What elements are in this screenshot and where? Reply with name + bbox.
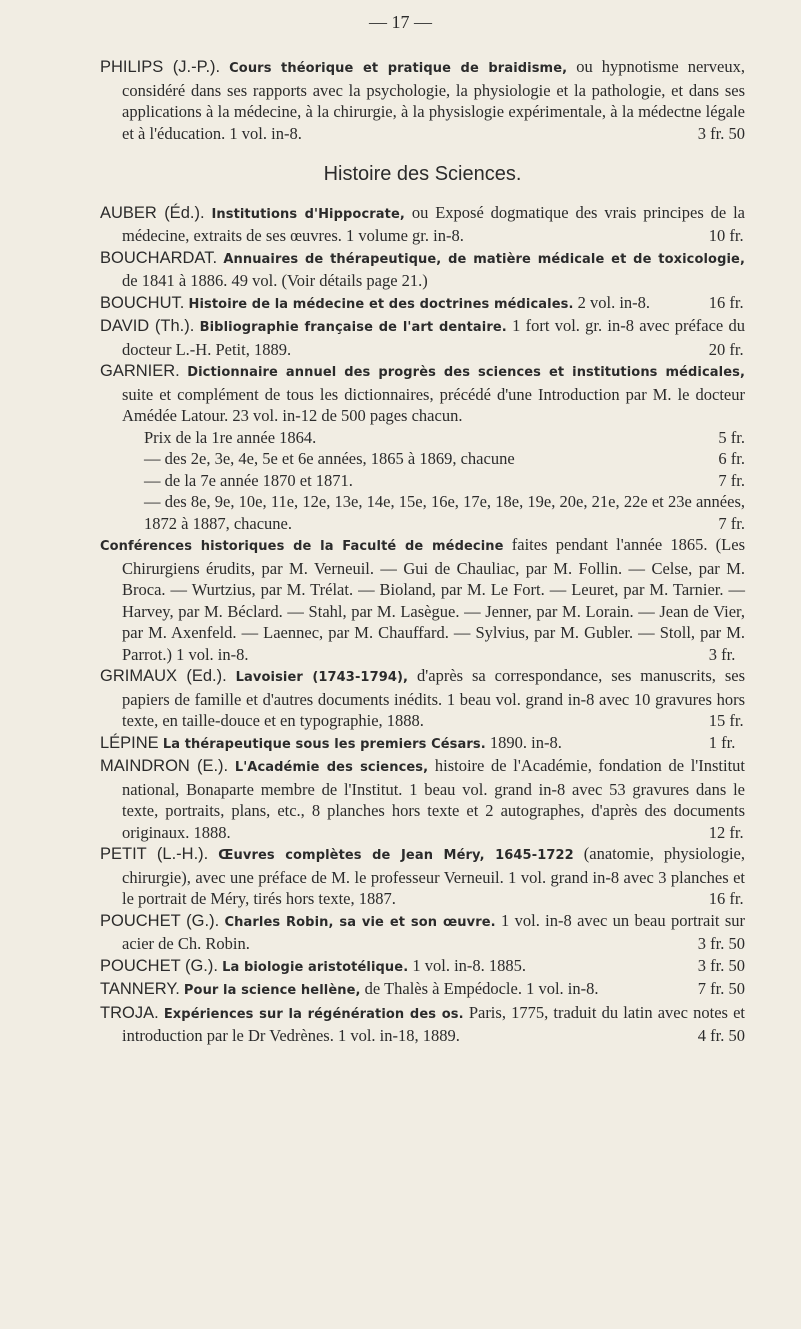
entry-text: 1 fort vol. gr. in-8 avec préface du docteur L.-H. Petit, 1889. [122, 316, 746, 359]
entry-author: BOUCHARDAT. [100, 248, 218, 267]
entry-title: Œuvres complètes de Jean Méry, 1645-1722 [218, 848, 574, 863]
price-label: — de la 7e année 1870 et 1871. [144, 470, 353, 490]
entry-title: Conférences historiques de la Faculté de médecine [100, 539, 504, 554]
entry-garnier [100, 360, 745, 427]
entry-title: Charles Robin, sa vie et son œuvre. [224, 914, 496, 930]
entry-david [100, 315, 745, 360]
price-value: 6 fr. [718, 449, 745, 468]
price-value: 7 fr. [718, 470, 745, 490]
entry-maindron [100, 755, 745, 843]
section-title: Histoire des Sciences. [323, 163, 522, 185]
entry-title: Annuaires de thérapeutique, de matière médicale et de toxicologie, [223, 251, 746, 267]
entry-petit [100, 843, 745, 910]
entry-philips [100, 56, 745, 144]
entry-author: POUCHET (G.). [100, 911, 220, 930]
entry-text: 1 vol. in-8. 1885. [412, 955, 527, 975]
entry-price: 3 fr. 50 [697, 934, 745, 953]
entry-price: 4 fr. 50 [697, 1026, 745, 1045]
entry-price: 1 fr. [708, 732, 736, 752]
entry-text: ou hypnotisme nerveux, considéré dans ses rapports avec la psychologie, la physiologie et la pathologie, et dans ses applications à la médecine, à la chirurgie, à la physislogie expérimentale, à la médectne légale et à l'éducation. 1 vol. in-8. [122, 57, 745, 143]
entry-price: 15 fr. [708, 711, 744, 730]
entry-price: 16 fr. [708, 292, 744, 312]
entry-title: Lavoisier (1743-1794), [235, 670, 409, 685]
entry-text: de Thalès à Empédocle. 1 vol. in-8. [364, 979, 599, 998]
entry-author: MAINDRON (E.). [100, 757, 229, 775]
entry-troja [100, 1002, 745, 1047]
entry-text: faites pendant l'année 1865. (Les Chirurgiens érudits, par M. Verneuil. — Gui de Chauliac, par M. Follin. — Celse, par M. Broca. — Wurtzius, par M. Trélat. — Bioland, par M. Le Fort. — Leuret, par M. Tarnier. — Harvey, par M. Béclard. — Stahl, par M. Lasègue. — Jenner, par M. Lorain. — Jean de Vier, par M. Axenfeld. — Laennec, par M. Chauffard. — Sylvius, par M. Gubler. — Stoll, par M. Parrot.) 1 vol. in-8. [122, 535, 745, 664]
entry-author: PETIT (L.-H.). [100, 845, 209, 863]
entry-author: DAVID (Th.). [100, 317, 195, 335]
entry-title: Dictionnaire annuel des progrès des sciences et institutions médicales, [187, 365, 746, 380]
entry-text: ou Exposé dogmatique des vrais principes de la médecine, extraits de ses œuvres. 1 volume gr. in-8. [122, 202, 746, 245]
entry-price: 7 fr. 50 [697, 979, 745, 998]
entry-text: de 1841 à 1886. 49 vol. (Voir détails page 21.) [122, 271, 428, 290]
entry-bouchardat [100, 247, 745, 292]
entry-price: 12 fr. [708, 822, 744, 842]
entry-text: 1 vol. in-8 avec un beau portrait sur acier de Ch. Robin. [122, 910, 746, 953]
entry-lepine [100, 732, 745, 756]
entry-bouchut [100, 292, 745, 316]
entry-title: Expériences sur la régénération des os. [163, 1006, 464, 1022]
entry-title: La biologie aristotélique. [222, 959, 409, 975]
price-label: — des 2e, 3e, 4e, 5e et 6e années, 1865 à 1869, chacune [144, 449, 515, 468]
entry-auber [100, 202, 745, 247]
entry-title: Pour la science hellène, [183, 983, 361, 998]
entry-text: Paris, 1775, traduit du latin avec notes et introduction par le Dr Vedrènes. 1 vol. in-18, 1889. [122, 1002, 745, 1045]
entry-author: GARNIER. [100, 362, 180, 380]
entry-title: Cours théorique et pratique de braidisme, [229, 61, 568, 76]
entry-price: 3 fr. 50 [697, 955, 745, 975]
price-value: 5 fr. [718, 427, 745, 447]
price-row [100, 491, 745, 534]
entry-author: AUBER (Éd.). [100, 203, 205, 222]
price-row [100, 470, 745, 492]
entry-text: 2 vol. in-8. [577, 292, 651, 312]
entry-title: Bibliographie française de l'art dentaire. [199, 320, 507, 335]
price-value: 7 fr. [718, 513, 745, 533]
entry-price: 3 fr. [708, 644, 736, 664]
entry-price: 3 fr. 50 [697, 123, 745, 143]
entry-grimaux [100, 665, 745, 732]
entry-conferences [100, 534, 745, 665]
entry-text: suite et complément de tous les dictionnaires, précédé d'une Introduction par M. le docteur Amédée Latour. 23 vol. in-12 de 500 pages chacun. [122, 384, 745, 425]
entry-author: LÉPINE [100, 733, 159, 752]
entry-text: 1890. in-8. [489, 732, 562, 752]
entry-author: POUCHET (G.). [100, 956, 218, 975]
entry-title: L'Académie des sciences, [234, 760, 429, 775]
price-row [100, 448, 745, 470]
entry-author: PHILIPS (J.-P.). [100, 58, 221, 76]
entry-title: La thérapeutique sous les premiers Césars. [162, 736, 486, 752]
entry-title: Institutions d'Hippocrate, [211, 206, 405, 222]
catalog-body [100, 56, 745, 1047]
entry-text: histoire de l'Académie, fondation de l'Institut national, Bonaparte membre de l'Institut. 1 beau vol. grand in-8 avec 53 gravures dans le texte, portraits, plans, etc., 8 planches hors texte et 2 autographes, d'après des documents originaux. 1888. [122, 756, 746, 842]
entry-text: (anatomie, physiologie, chirurgie), avec une préface de M. le professeur Verneuil. 1 vol. grand in-8 avec 3 planches et le portrait de Méry, tirés hors texte, 1887. [122, 844, 745, 908]
entry-tannery [100, 978, 745, 1002]
entry-price: 16 fr. [708, 889, 744, 908]
entry-price: 20 fr. [708, 339, 744, 359]
entry-pouchet-robin [100, 910, 745, 955]
price-label: Prix de la 1re année 1864. [144, 427, 317, 447]
entry-author: TANNERY. [100, 980, 180, 998]
entry-text: d'après sa correspondance, ses manuscrits, ses papiers de famille et d'autres documents inédits. 1 beau vol. grand in-8 avec 10 gravures hors texte, en taille-douce et en typographie, 1888. [122, 666, 745, 730]
entry-price: 10 fr. [708, 226, 744, 245]
price-label: — des 8e, 9e, 10e, 11e, 12e, 13e, 14e, 15e, 16e, 17e, 18e, 19e, 20e, 21e, 22e et 23e années, 1872 à 1887, chacune. [144, 492, 745, 533]
price-row [100, 427, 745, 449]
entry-author: TROJA. [100, 1003, 159, 1022]
entry-title: Histoire de la médecine et des doctrines médicales. [188, 296, 574, 312]
page-number: — 17 — [369, 12, 432, 32]
entry-author: BOUCHUT. [100, 293, 185, 312]
entry-author: GRIMAUX (Ed.). [100, 667, 227, 685]
entry-pouchet-biologie [100, 955, 745, 979]
